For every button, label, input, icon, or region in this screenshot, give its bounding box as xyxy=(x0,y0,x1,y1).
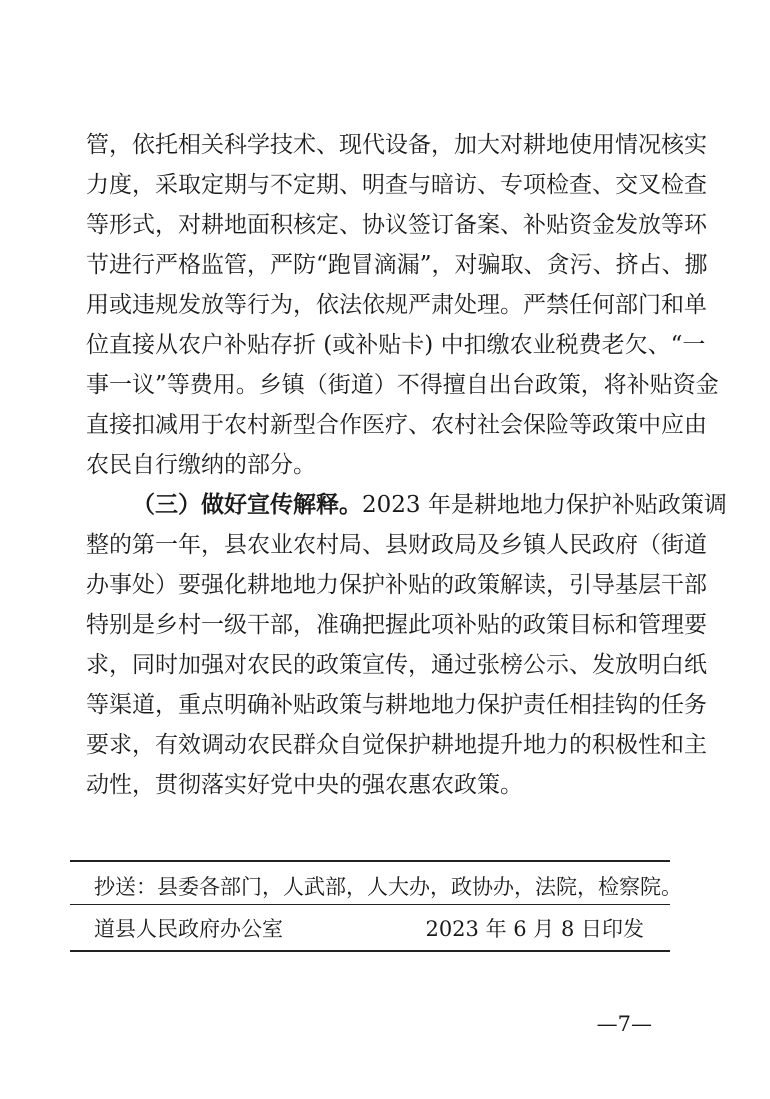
para1-line-2: 力度，采取定期与不定期、明查与暗访、专项检查、交叉检查 xyxy=(86,172,707,198)
para1-line-1: 管，依托相关科学技术、现代设备，加大对耕地使用情况核实 xyxy=(86,132,707,158)
para1-line-4: 节进行严格监管，严防“跑冒滴漏”，对骗取、贪污、挤占、挪 xyxy=(86,252,708,278)
footer-middle-rule xyxy=(70,904,670,905)
para1-line-7: 事一议”等费用。乡镇（街道）不得擅自出台政策，将补贴资金 xyxy=(86,372,719,398)
section3-heading: （三）做好宣传解释。 xyxy=(132,491,362,518)
section3-line-2: 整的第一年，县农业农村局、县财政局及乡镇人民政府（街道 xyxy=(86,532,707,558)
section3-line-8: 动性，贯彻落实好党中央的强农惠农政策。 xyxy=(86,772,523,798)
footer-top-rule xyxy=(70,860,670,862)
footer-bottom-rule xyxy=(70,950,670,952)
section3-first-line xyxy=(132,490,727,520)
para1-line-6: 位直接从农户补贴存折 (或补贴卡) 中扣缴农业税费老欠、“一 xyxy=(86,332,706,358)
issuer: 道县人民政府办公室 xyxy=(94,917,283,941)
para1-line-5: 用或违规发放等行为，依法依规严肃处理。严禁任何部门和单 xyxy=(86,292,707,318)
section3-line-5: 求，同时加强对农民的政策宣传，通过张榜公示、发放明白纸 xyxy=(86,652,707,678)
page-number: —7— xyxy=(596,1012,652,1036)
cc-line: 抄送：县委各部门，人武部，人大办，政协办，法院，检察院。 xyxy=(94,875,682,899)
para1-line-9: 农民自行缴纳的部分。 xyxy=(86,452,316,478)
para1-line-3: 等形式，对耕地面积核定、协议签订备案、补贴资金发放等环 xyxy=(86,212,707,238)
section3-first-line-rest: 2023 年是耕地地力保护补贴政策调 xyxy=(362,492,727,518)
section3-line-4: 特别是乡村一级干部，准确把握此项补贴的政策目标和管理要 xyxy=(86,612,707,638)
para1-line-8: 直接扣减用于农村新型合作医疗、农村社会保险等政策中应由 xyxy=(86,412,707,438)
section3-line-6: 等渠道，重点明确补贴政策与耕地地力保护责任相挂钩的任务 xyxy=(86,692,707,718)
section3-line-3: 办事处）要强化耕地地力保护补贴的政策解读，引导基层干部 xyxy=(86,572,707,598)
section3-line-7: 要求，有效调动农民群众自觉保护耕地提升地力的积极性和主 xyxy=(86,732,707,758)
issued-date: 2023 年 6 月 8 日印发 xyxy=(425,917,644,941)
